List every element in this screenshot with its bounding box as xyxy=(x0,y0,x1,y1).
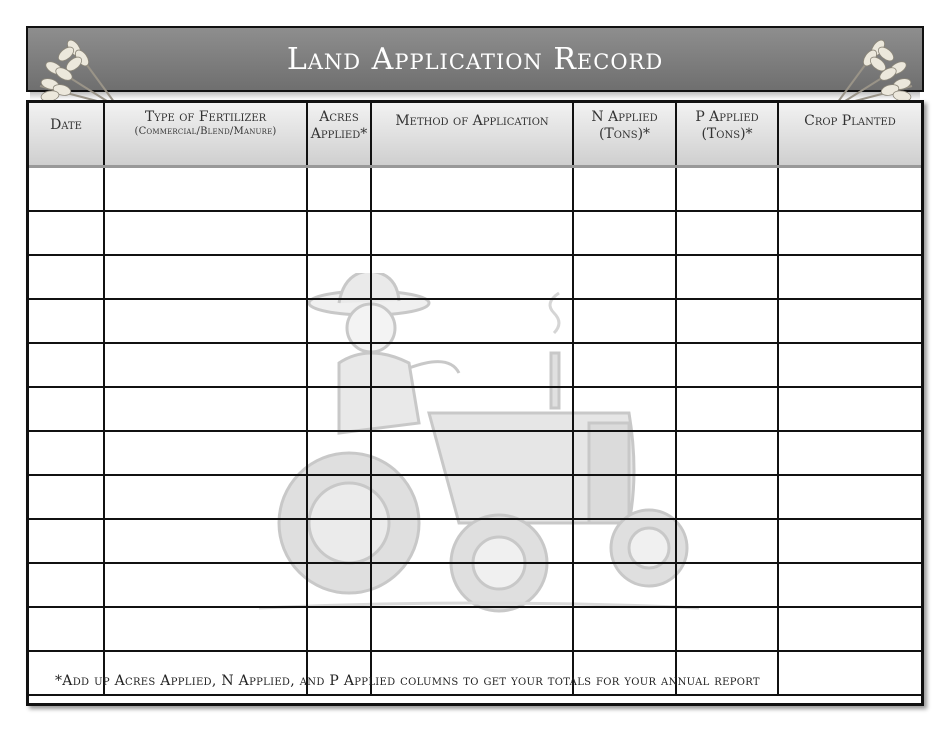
table-row xyxy=(29,299,921,343)
entry-cell[interactable] xyxy=(29,299,104,343)
table-row xyxy=(29,343,921,387)
entry-cell[interactable] xyxy=(778,299,921,343)
entry-cell[interactable] xyxy=(307,475,371,519)
entry-cell[interactable] xyxy=(104,255,307,299)
entry-cell[interactable] xyxy=(573,563,676,607)
table-row xyxy=(29,475,921,519)
entry-cell[interactable] xyxy=(307,299,371,343)
entry-cell[interactable] xyxy=(104,475,307,519)
entry-cell[interactable] xyxy=(104,387,307,431)
entry-cell[interactable] xyxy=(371,387,573,431)
entry-cell[interactable] xyxy=(676,167,778,212)
entry-cell[interactable] xyxy=(676,519,778,563)
entry-cell[interactable] xyxy=(371,475,573,519)
entry-cell[interactable] xyxy=(778,563,921,607)
entry-cell[interactable] xyxy=(104,431,307,475)
col-fertilizer-sub: (Commercial/Blend/Manure) xyxy=(134,125,277,137)
entry-cell[interactable] xyxy=(371,519,573,563)
entry-cell[interactable] xyxy=(104,299,307,343)
entry-cell[interactable] xyxy=(778,475,921,519)
entry-cell[interactable] xyxy=(29,607,104,651)
entry-cell[interactable] xyxy=(29,519,104,563)
entry-cell[interactable] xyxy=(307,343,371,387)
table-row xyxy=(29,519,921,563)
entry-cell[interactable] xyxy=(307,563,371,607)
entry-cell[interactable] xyxy=(573,475,676,519)
entry-cell[interactable] xyxy=(29,431,104,475)
entry-cell[interactable] xyxy=(104,563,307,607)
entry-cell[interactable] xyxy=(676,299,778,343)
header-row xyxy=(29,103,921,167)
entry-cell[interactable] xyxy=(29,255,104,299)
entry-cell[interactable] xyxy=(104,343,307,387)
record-form xyxy=(26,100,924,706)
entry-cell[interactable] xyxy=(307,211,371,255)
entry-cell[interactable] xyxy=(573,387,676,431)
entry-cell[interactable] xyxy=(573,255,676,299)
page-title: Land Application Record xyxy=(286,42,664,77)
entry-cell[interactable] xyxy=(307,519,371,563)
entry-cell[interactable] xyxy=(371,431,573,475)
entry-cell[interactable] xyxy=(676,387,778,431)
col-date: Date xyxy=(29,103,104,167)
entry-cell[interactable] xyxy=(778,167,921,212)
entry-cell[interactable] xyxy=(778,387,921,431)
col-p-applied: P Applied (Tons)* xyxy=(676,103,778,167)
entry-cell[interactable] xyxy=(676,607,778,651)
entry-cell[interactable] xyxy=(29,211,104,255)
entry-cell[interactable] xyxy=(29,167,104,212)
entry-cell[interactable] xyxy=(29,563,104,607)
col-method: Method of Application xyxy=(371,103,573,167)
table-row xyxy=(29,167,921,212)
entry-cell[interactable] xyxy=(307,387,371,431)
entry-cell[interactable] xyxy=(573,167,676,212)
entry-cell[interactable] xyxy=(778,255,921,299)
wheat-left-icon xyxy=(30,22,130,112)
table-row xyxy=(29,431,921,475)
entry-cell[interactable] xyxy=(104,607,307,651)
entry-cell[interactable] xyxy=(371,299,573,343)
col-n-applied: N Applied (Tons)* xyxy=(573,103,676,167)
table-row xyxy=(29,387,921,431)
entry-cell[interactable] xyxy=(573,211,676,255)
wheat-right-icon xyxy=(822,22,922,112)
entry-cell[interactable] xyxy=(29,343,104,387)
entry-cell[interactable] xyxy=(676,475,778,519)
entry-cell[interactable] xyxy=(104,211,307,255)
entry-cell[interactable] xyxy=(676,343,778,387)
table-row xyxy=(29,211,921,255)
table-row xyxy=(29,607,921,651)
entry-cell[interactable] xyxy=(778,519,921,563)
entry-cell[interactable] xyxy=(371,167,573,212)
table-row xyxy=(29,563,921,607)
col-crop-planted: Crop Planted xyxy=(778,103,921,167)
entry-cell[interactable] xyxy=(307,607,371,651)
entry-cell[interactable] xyxy=(573,519,676,563)
entry-cell[interactable] xyxy=(676,211,778,255)
entry-cell[interactable] xyxy=(778,343,921,387)
entry-cell[interactable] xyxy=(307,167,371,212)
table-row xyxy=(29,255,921,299)
entry-cell[interactable] xyxy=(104,519,307,563)
entry-cell[interactable] xyxy=(676,255,778,299)
entry-cell[interactable] xyxy=(371,255,573,299)
col-acres-applied: Acres Applied* xyxy=(307,103,371,167)
entry-cell[interactable] xyxy=(676,563,778,607)
entry-cell[interactable] xyxy=(778,211,921,255)
entry-cell[interactable] xyxy=(29,387,104,431)
title-banner xyxy=(26,26,924,92)
entry-cell[interactable] xyxy=(307,255,371,299)
entry-cell[interactable] xyxy=(573,343,676,387)
footnote: *Add up Acres Applied, N Applied, and P Applied columns to get your totals for your annual report xyxy=(55,673,760,689)
entry-cell[interactable] xyxy=(104,167,307,212)
col-fertilizer-type: Type of Fertilizer (Commercial/Blend/Manure) xyxy=(104,103,307,167)
entry-cell[interactable] xyxy=(778,431,921,475)
entry-cell[interactable] xyxy=(371,211,573,255)
entry-cell[interactable] xyxy=(371,343,573,387)
entry-cell[interactable] xyxy=(371,563,573,607)
banner-shadow xyxy=(30,92,920,100)
entry-cell[interactable] xyxy=(573,607,676,651)
entry-cell[interactable] xyxy=(29,475,104,519)
entry-cell[interactable] xyxy=(573,299,676,343)
record-table xyxy=(29,103,921,696)
entry-cell[interactable] xyxy=(371,607,573,651)
entry-cell[interactable] xyxy=(778,607,921,651)
entry-cell[interactable] xyxy=(573,431,676,475)
entry-cell[interactable] xyxy=(307,431,371,475)
entry-cell[interactable] xyxy=(676,431,778,475)
